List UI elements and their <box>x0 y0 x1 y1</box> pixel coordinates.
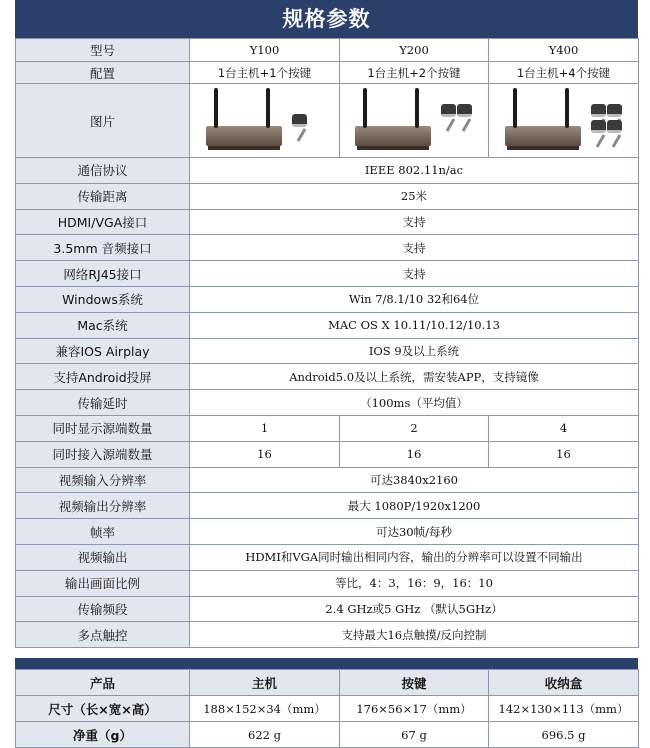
spec-label: 传输距离 <box>16 183 190 209</box>
spec-value: 支持 <box>190 261 639 287</box>
antenna <box>565 88 569 128</box>
packing-value: 142×130×113（mm） <box>489 696 639 722</box>
antenna <box>266 88 270 128</box>
wireless-button <box>591 120 606 133</box>
spec-sheet <box>15 0 638 748</box>
spec-row <box>16 493 639 519</box>
antenna <box>214 88 218 128</box>
spec-value: MAC OS X 10.11/10.12/10.13 <box>190 312 639 338</box>
wireless-button <box>457 104 472 117</box>
row-label: 型号 <box>16 39 190 62</box>
host-box <box>206 126 282 146</box>
wireless-button <box>292 114 307 127</box>
product-image-cell <box>489 84 639 158</box>
spec-label: 通信协议 <box>16 158 190 184</box>
spec-table <box>15 38 639 648</box>
spec-row <box>16 209 639 235</box>
spec-label: 同时显示源端数量 <box>16 415 190 441</box>
spec-label: 视频输出分辨率 <box>16 493 190 519</box>
spec-row <box>16 338 639 364</box>
antenna <box>513 88 517 128</box>
row-label: 配置 <box>16 62 190 84</box>
wireless-button <box>591 104 606 117</box>
spec-value: HDMI和VGA同时输出相同内容，输出的分辨率可以设置不同输出 <box>190 544 639 570</box>
product-image <box>499 86 629 156</box>
packing-value: 176×56×17（mm） <box>340 696 489 722</box>
spec-label: 传输延时 <box>16 390 190 416</box>
page-title: 规格参数 <box>15 0 638 38</box>
spec-value: Android5.0及以上系统，需安装APP，支持镜像 <box>190 364 639 390</box>
wireless-button <box>607 120 622 133</box>
spec-row <box>16 364 639 390</box>
spec-row <box>16 286 639 312</box>
packing-value: 622 g <box>190 722 340 748</box>
spec-value: IEEE 802.11n/ac <box>190 158 639 184</box>
packing-row <box>16 722 639 748</box>
host-box <box>505 126 581 146</box>
spec-row <box>16 158 639 184</box>
spec-row <box>16 235 639 261</box>
spec-row <box>16 390 639 416</box>
spec-row <box>16 183 639 209</box>
spec-label: Windows系统 <box>16 286 190 312</box>
section-divider <box>15 658 638 669</box>
spec-value: 1 <box>190 415 340 441</box>
spec-value: 16 <box>190 441 340 467</box>
packing-header: 主机 <box>190 670 340 696</box>
model-name: Y400 <box>489 39 639 62</box>
spec-row <box>16 622 639 648</box>
spec-value: 16 <box>489 441 639 467</box>
spec-label: 多点触控 <box>16 622 190 648</box>
usb-cable <box>595 134 605 148</box>
spec-value: 最大 1080P/1920x1200 <box>190 493 639 519</box>
spec-label: 3.5mm 音频接口 <box>16 235 190 261</box>
spec-row <box>16 415 639 441</box>
spec-value: 可达3840x2160 <box>190 467 639 493</box>
spec-value: 4 <box>489 415 639 441</box>
spec-label: 视频输出 <box>16 544 190 570</box>
spec-row <box>16 544 639 570</box>
spec-value: 支持 <box>190 209 639 235</box>
spec-value: Win 7/8.1/10 32和64位 <box>190 286 639 312</box>
spec-value: 25米 <box>190 183 639 209</box>
product-image-cell <box>190 84 340 158</box>
image-row <box>16 84 639 158</box>
packing-table <box>15 669 639 748</box>
config-value: 1台主机+4个按键 <box>489 62 639 84</box>
spec-label: 网络RJ45接口 <box>16 261 190 287</box>
spec-value: 2 <box>340 415 489 441</box>
row-label: 图片 <box>16 84 190 158</box>
usb-cable <box>611 134 621 148</box>
spec-value: 支持 <box>190 235 639 261</box>
antenna <box>415 88 419 128</box>
packing-header: 收纳盒 <box>489 670 639 696</box>
product-image <box>200 86 330 156</box>
spec-value: 等比，4：3，16：9，16：10 <box>190 570 639 596</box>
packing-value: 696.5 g <box>489 722 639 748</box>
spec-value: 16 <box>340 441 489 467</box>
spec-value: 可达30帧/每秒 <box>190 519 639 545</box>
spec-row <box>16 312 639 338</box>
packing-header-row <box>16 670 639 696</box>
packing-header: 按键 <box>340 670 489 696</box>
model-row <box>16 39 639 62</box>
wireless-button <box>607 104 622 117</box>
packing-header: 产品 <box>16 670 190 696</box>
spec-value: 支持最大16点触摸/反向控制 <box>190 622 639 648</box>
product-image-cell <box>340 84 489 158</box>
spec-value: 2.4 GHz或5 GHz （默认5GHz） <box>190 596 639 622</box>
config-value: 1台主机+1个按键 <box>190 62 340 84</box>
spec-label: 输出画面比例 <box>16 570 190 596</box>
spec-row <box>16 261 639 287</box>
spec-value: （100ms（平均值） <box>190 390 639 416</box>
spec-value: IOS 9及以上系统 <box>190 338 639 364</box>
product-image <box>349 86 479 156</box>
wireless-button <box>441 104 456 117</box>
antenna <box>363 88 367 128</box>
packing-label: 净重（g） <box>16 722 190 748</box>
packing-value: 188×152×34（mm） <box>190 696 340 722</box>
spec-label: 视频输入分辨率 <box>16 467 190 493</box>
spec-label: 传输频段 <box>16 596 190 622</box>
spec-label: HDMI/VGA接口 <box>16 209 190 235</box>
spec-row <box>16 570 639 596</box>
usb-cable <box>296 128 306 142</box>
packing-label: 尺寸（长×宽×高） <box>16 696 190 722</box>
usb-cable <box>446 118 456 132</box>
spec-row <box>16 596 639 622</box>
config-row <box>16 62 639 84</box>
spec-row <box>16 519 639 545</box>
spec-label: 兼容IOS Airplay <box>16 338 190 364</box>
spec-label: Mac系统 <box>16 312 190 338</box>
packing-row <box>16 696 639 722</box>
spec-label: 同时接入源端数量 <box>16 441 190 467</box>
spec-label: 支持Android投屏 <box>16 364 190 390</box>
model-name: Y200 <box>340 39 489 62</box>
spec-row <box>16 441 639 467</box>
model-name: Y100 <box>190 39 340 62</box>
host-box <box>355 126 431 146</box>
packing-value: 67 g <box>340 722 489 748</box>
spec-label: 帧率 <box>16 519 190 545</box>
usb-cable <box>462 118 472 132</box>
config-value: 1台主机+2个按键 <box>340 62 489 84</box>
spec-row <box>16 467 639 493</box>
